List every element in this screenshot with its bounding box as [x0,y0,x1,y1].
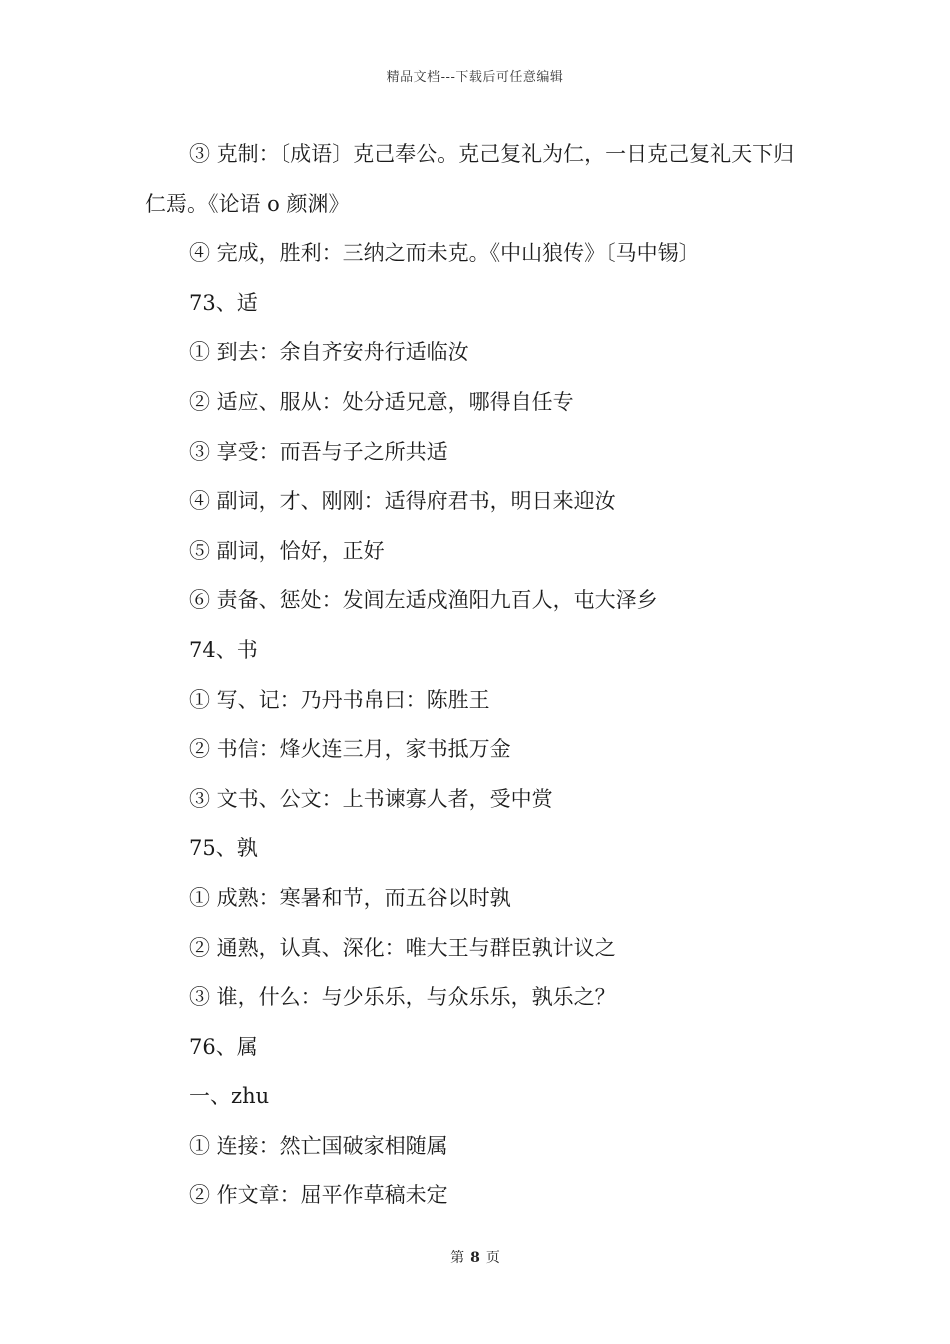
paragraph-line-17: ③ 谁，什么：与少乐乐，与众乐乐，孰乐之？ [189,985,616,1010]
section-heading-76: 76、属 [189,1034,258,1059]
section-heading-73: 73、适 [189,290,258,315]
paragraph-line-7: ④ 副词，才、刚刚：适得府君书，明日来迎汝 [189,489,616,514]
section-heading-74: 74、书 [189,637,258,662]
subsection-heading-zhu: 一、zhu [189,1084,270,1109]
paragraph-line-2: ④ 完成，胜利：三纳之而未克。《中山狼传》〔马中锡〕 [189,241,700,266]
document-body [145,130,810,1221]
page-number-suffix: 页 [485,1250,500,1266]
paragraph-line-4: ① 到去：余自齐安舟行适临汝 [189,340,469,365]
paragraph-line-6: ③ 享受：而吾与子之所共适 [189,439,448,464]
paragraph-line-13: ③ 文书、公文：上书谏寡人者，受中赏 [189,786,553,811]
page-number-prefix: 第 [450,1250,465,1266]
page-header: 精品文档---下载后可任意编辑 [386,70,564,85]
paragraph-line-1: ③ 克制：〔成语〕克己奉公。克己复礼为仁，一日克己复礼天下归仁焉。《论语 o 颜渊》 [145,142,795,216]
page-footer [0,1247,950,1267]
paragraph-line-5: ② 适应、服从：处分适兄意，哪得自任专 [189,389,574,414]
paragraph-line-9: ⑥ 责备、惩处：发闾左适戍渔阳九百人，屯大泽乡 [189,588,658,613]
section-heading-75: 75、孰 [189,836,258,861]
paragraph-line-20: ① 连接：然亡国破家相随属 [189,1133,448,1158]
paragraph-line-15: ① 成熟：寒暑和节，而五谷以时孰 [189,885,511,910]
paragraph-line-16: ② 通熟，认真、深化：唯大王与群臣孰计议之 [189,935,616,960]
paragraph-line-11: ① 写、记：乃丹书帛曰：陈胜王 [189,687,490,712]
paragraph-line-12: ② 书信：烽火连三月，家书抵万金 [189,737,511,762]
page-number: 8 [470,1250,480,1266]
paragraph-line-8: ⑤ 副词，恰好，正好 [189,538,385,563]
paragraph-line-21: ② 作文章：屈平作草稿未定 [189,1183,448,1208]
